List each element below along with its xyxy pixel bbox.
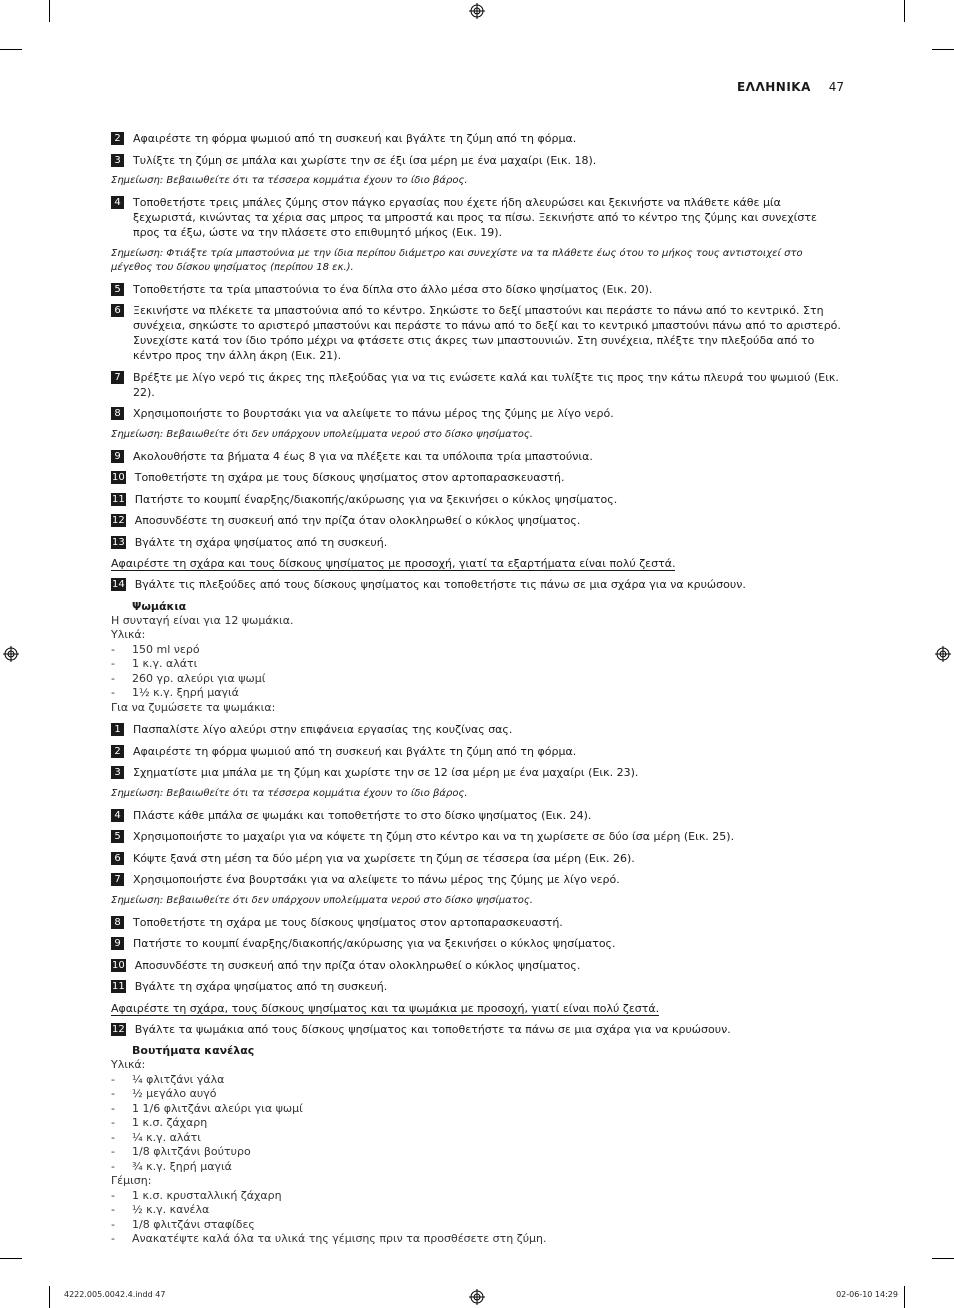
step-text: Βγάλτε τη σχάρα ψησίματος από τη συσκευή.	[134, 535, 388, 549]
list-item	[111, 1145, 846, 1160]
step-number: 8	[111, 407, 124, 420]
footer-file: 4222.005.0042.4.indd 47	[64, 1290, 166, 1299]
note-text: Σημείωση: Βεβαιωθείτε ότι δεν υπάρχουν υπολείμματα νερού στο δίσκο ψησίματος.	[111, 428, 533, 440]
list-bullet: -	[111, 686, 115, 699]
list-item-text: 1 κ.σ. ζάχαρη	[132, 1116, 208, 1129]
step-item	[111, 577, 846, 592]
step-number: 13	[112, 536, 125, 548]
step-number: 11	[112, 493, 125, 505]
braided-bread-steps	[111, 131, 846, 592]
step-text: Πατήστε το κουμπί έναρξης/διακοπής/ακύρωσης για να ξεκινήσει ο κύκλος ψησίματος.	[134, 492, 618, 506]
step-text: Κόψτε ξανά στη μέση τα δύο μέρη για να χωρίσετε τη ζύμη σε τέσσερα ίσα μέρη (Εικ. 26).	[133, 851, 635, 865]
step-text: Τοποθετήστε τη σχάρα με τους δίσκους ψησίματος στον αρτοπαρασκευαστή.	[133, 915, 563, 929]
list-bullet: -	[111, 1232, 115, 1245]
step-item	[111, 513, 846, 528]
step-number: 14	[112, 579, 125, 590]
list-item	[111, 1189, 846, 1204]
step-text: Πασπαλίστε λίγο αλεύρι στην επιφάνεια εργασίας της κουζίνας σας.	[133, 723, 513, 736]
crop-mark	[904, 0, 905, 22]
step-text: Βγάλτε τα ψωμάκια από τους δίσκους ψησίματος και τοποθετήστε τα πάνω σε μια σχάρα για να κρυώσουν.	[134, 1022, 731, 1036]
list-item	[111, 672, 846, 687]
step-item	[111, 370, 846, 400]
rolls-ingredients-list	[111, 643, 846, 701]
step-item	[111, 765, 846, 780]
cinnamon-ingredients-list	[111, 1073, 846, 1175]
step-number: 10	[112, 959, 125, 971]
step-number: 3	[111, 766, 124, 779]
list-item	[111, 657, 846, 672]
list-bullet: -	[111, 671, 115, 685]
step-item	[111, 936, 846, 951]
rolls-ingredients-label: Υλικά:	[111, 628, 146, 641]
list-item-text: 1½ κ.γ. ξηρή μαγιά	[132, 686, 239, 699]
step-number: 2	[111, 132, 124, 145]
list-item	[111, 643, 846, 658]
language-label: ΕΛΛΗΝΙΚΑ	[736, 80, 811, 94]
list-item-text: 1 1/6 φλιτζάνι αλεύρι για ψωμί	[132, 1101, 303, 1115]
step-item	[111, 808, 846, 823]
warning-container	[111, 1001, 846, 1016]
page-header	[737, 80, 844, 94]
list-bullet: -	[111, 1145, 115, 1158]
note-text: Σημείωση: Φτιάξτε τρία μπαστούνια με την ίδια περίπου διάμετρο και συνεχίστε να τα πλάθετε έως ότου το μήκος τους αντιστοιχεί στο μέγεθος του δίσκου ψησίματος (περίπου 18 εκ.).	[111, 247, 803, 273]
step-item	[111, 744, 846, 759]
step-item	[111, 1022, 846, 1037]
step-text: Αποσυνδέστε τη συσκευή από την πρίζα όταν ολοκληρωθεί ο κύκλος ψησίματος.	[134, 514, 581, 527]
step-item	[111, 303, 846, 363]
rolls-heading: Ψωμάκια	[132, 599, 187, 613]
step-text: Βρέξτε με λίγο νερό τις άκρες της πλεξούδας για να τις ενώσετε καλά και τυλίξτε τις προς την κάτω πλευρά του ψωμιού (Εικ. 22).	[133, 370, 839, 399]
list-item-text: 260 γρ. αλεύρι για ψωμί	[132, 671, 266, 685]
crop-mark	[49, 0, 50, 22]
list-item-text: 1/8 φλιτζάνι βούτυρο	[132, 1145, 251, 1158]
list-bullet: -	[111, 642, 115, 656]
list-bullet: -	[111, 657, 115, 670]
list-item-text: 150 ml νερό	[132, 642, 200, 656]
step-item	[111, 153, 846, 168]
list-item-text: 1 κ.σ. κρυσταλλική ζάχαρη	[132, 1188, 282, 1202]
step-item	[111, 872, 846, 887]
list-item	[111, 1160, 846, 1175]
step-text: Πλάστε κάθε μπάλα σε ψωμάκι και τοποθετήστε το στο δίσκο ψησίματος (Εικ. 24).	[133, 808, 592, 822]
list-item	[111, 1102, 846, 1117]
list-bullet: -	[111, 1101, 115, 1115]
step-number: 9	[111, 937, 124, 950]
list-item	[111, 1087, 846, 1102]
note-text: Σημείωση: Βεβαιωθείτε ότι τα τέσσερα κομμάτια έχουν το ίδιο βάρος.	[111, 175, 468, 186]
registration-mark-icon	[469, 3, 485, 19]
step-text: Τυλίξτε τη ζύμη σε μπάλα και χωρίστε την σε έξι ίσα μέρη με ένα μαχαίρι (Εικ. 18).	[133, 153, 597, 167]
step-item	[111, 449, 846, 464]
step-number: 5	[111, 283, 124, 296]
note-text: Σημείωση: Βεβαιωθείτε ότι δεν υπάρχουν υπολείμματα νερού στο δίσκο ψησίματος.	[111, 894, 533, 906]
footer-date: 02-06-10 14:29	[836, 1290, 898, 1299]
crop-mark	[49, 1286, 50, 1308]
step-item	[111, 722, 846, 737]
list-item-text: Ανακατέψτε καλά όλα τα υλικά της γέμισης πριν τα προσθέσετε στη ζύμη.	[132, 1232, 547, 1245]
step-item	[111, 470, 846, 485]
list-bullet: -	[111, 1087, 115, 1100]
crop-mark	[932, 49, 954, 50]
step-text: Σχηματίστε μια μπάλα με τη ζύμη και χωρίστε την σε 12 ίσα μέρη με ένα μαχαίρι (Εικ. 23).	[133, 766, 639, 779]
main-content	[111, 131, 846, 1247]
step-item	[111, 406, 846, 421]
step-item	[111, 282, 846, 297]
step-number: 6	[111, 304, 124, 317]
warning-text: Αφαιρέστε τη σχάρα και τους δίσκους ψησίματος με προσοχή, γιατί τα εξαρτήματα είναι πολύ ζεστά.	[111, 557, 676, 570]
registration-mark-icon	[469, 1289, 485, 1305]
step-text: Αποσυνδέστε τη συσκευή από την πρίζα όταν ολοκληρωθεί ο κύκλος ψησίματος.	[134, 958, 581, 972]
crop-mark	[904, 1286, 905, 1308]
list-item-text: 1/8 φλιτζάνι σταφίδες	[132, 1217, 255, 1231]
list-item-text: ¼ κ.γ. αλάτι	[132, 1130, 201, 1144]
list-item-text: ½ μεγάλο αυγό	[132, 1087, 217, 1100]
list-item	[111, 1073, 846, 1088]
crop-mark	[932, 1258, 954, 1259]
step-text: Τοποθετήστε τη σχάρα με τους δίσκους ψησίματος στον αρτοπαρασκευαστή.	[134, 471, 565, 484]
step-text: Πατήστε το κουμπί έναρξης/διακοπής/ακύρωσης για να ξεκινήσει ο κύκλος ψησίματος.	[133, 937, 616, 950]
step-item	[111, 492, 846, 507]
step-text: Ακολουθήστε τα βήματα 4 έως 8 για να πλέξετε και τα υπόλοιπα τρία μπαστούνια.	[133, 449, 593, 463]
step-number: 1	[111, 723, 124, 736]
step-number: 12	[112, 1023, 125, 1035]
rolls-shaping-label: Για να ζυμώσετε τα ψωμάκια:	[111, 700, 276, 714]
crop-mark	[0, 1258, 22, 1259]
step-text: Χρησιμοποιήστε ένα βουρτσάκι για να αλείψετε το πάνω μέρος της ζύμης με λίγο νερό.	[133, 873, 620, 886]
cinnamon-filling-list	[111, 1189, 846, 1247]
list-bullet: -	[111, 1203, 115, 1216]
step-number: 10	[112, 472, 125, 483]
step-item	[111, 958, 846, 973]
step-text: Τοποθετήστε τα τρία μπαστούνια το ένα δίπλα στο άλλο μέσα στο δίσκο ψησίματος (Εικ. 20).	[133, 282, 653, 296]
step-number: 11	[112, 981, 125, 992]
list-item	[111, 1131, 846, 1146]
step-item	[111, 535, 846, 550]
step-item	[111, 851, 846, 866]
registration-mark-icon	[3, 646, 19, 662]
list-bullet: -	[111, 1188, 115, 1202]
registration-mark-icon	[935, 646, 951, 662]
step-text: Αφαιρέστε τη φόρμα ψωμιού από τη συσκευή και βγάλτε τη ζύμη από τη φόρμα.	[133, 744, 577, 758]
rolls-steps	[111, 722, 846, 1037]
list-bullet: -	[111, 1217, 115, 1231]
step-text: Χρησιμοποιήστε το βουρτσάκι για να αλείψετε το πάνω μέρος της ζύμης με λίγο νερό.	[133, 407, 614, 420]
step-text: Βγάλτε τις πλεξούδες από τους δίσκους ψησίματος και τοποθετήστε τις πάνω σε μια σχάρα για να κρυώσουν.	[134, 578, 746, 591]
step-number: 2	[111, 745, 124, 758]
step-number: 5	[111, 830, 124, 843]
warning-text: Αφαιρέστε τη σχάρα, τους δίσκους ψησίματος και τα ψωμάκια με προσοχή, γιατί είναι πολύ ζεστά.	[111, 1001, 660, 1015]
page-number: 47	[828, 80, 844, 94]
cinnamon-heading: Βουτήματα κανέλας	[132, 1044, 255, 1057]
warning-container	[111, 556, 846, 571]
step-number: 4	[111, 196, 124, 209]
note-text: Σημείωση: Βεβαιωθείτε ότι τα τέσσερα κομμάτια έχουν το ίδιο βάρος.	[111, 787, 468, 799]
step-text: Χρησιμοποιήστε το μαχαίρι για να κόψετε τη ζύμη στο κέντρο και να τη χωρίσετε σε δύο ίσα μέρη (Εικ. 25).	[133, 830, 735, 843]
list-item	[111, 1203, 846, 1218]
list-item	[111, 1218, 846, 1233]
step-number: 3	[111, 154, 124, 167]
list-bullet: -	[111, 1116, 115, 1129]
step-text: Ξεκινήστε να πλέκετε τα μπαστούνια από το κέντρο. Σηκώστε το δεξί μπαστούνι και περάστε το πάνω από το κεντρικό. Στη συνέχεια, σηκώστε το αριστερό μπαστούνι και περάστε το πάνω από το δεξί και το κεντρικό μπαστούνι πάνω από το αριστερό. Συνεχίστε κατά τον ίδιο τρόπο μέχρι να φτάσετε στις άκρες των μπαστουνιών. Στη συνέχεια, πλέξτε την πλεξούδα από το κέντρο προς την άλλη άκρη (Εικ. 21).	[133, 304, 841, 362]
rolls-intro: Η συνταγή είναι για 12 ψωμάκια.	[111, 613, 294, 627]
crop-mark	[0, 49, 22, 50]
list-item	[111, 1116, 846, 1131]
step-number: 7	[111, 873, 124, 886]
list-bullet: -	[111, 1159, 115, 1173]
list-item-text: ½ κ.γ. κανέλα	[132, 1203, 210, 1216]
step-text: Τοποθετήστε τρεις μπάλες ζύμης στον πάγκο εργασίας που έχετε ήδη αλευρώσει και ξεκινήστε να πλάθετε κάθε μία ξεχωριστά, κινώντας τα χέρια σας μπρος τα μπροστά και προς τα πίσω. Ξεκινήστε από το κέντρο της ζύμης και συνεχίστε προς τα έξω, ώστε να την πλάσετε στο επιθυμητό μήκος (Εικ. 19).	[133, 196, 817, 239]
list-item-text: 1 κ.γ. αλάτι	[132, 657, 198, 670]
step-item	[111, 829, 846, 844]
list-item-text: ¾ κ.γ. ξηρή μαγιά	[132, 1159, 232, 1173]
step-item	[111, 979, 846, 994]
list-bullet: -	[111, 1130, 115, 1144]
step-item	[111, 131, 846, 146]
list-bullet: -	[111, 1072, 115, 1086]
step-number: 8	[111, 916, 124, 929]
step-item	[111, 915, 846, 930]
list-item	[111, 1232, 846, 1247]
step-number: 4	[111, 809, 124, 822]
step-number: 9	[111, 450, 124, 463]
list-item-text: ¼ φλιτζάνι γάλα	[132, 1072, 225, 1086]
step-item	[111, 195, 846, 240]
step-text: Βγάλτε τη σχάρα ψησίματος από τη συσκευή.	[134, 980, 388, 993]
step-number: 7	[111, 371, 124, 384]
cinnamon-filling-label: Γέμιση:	[111, 1174, 152, 1187]
list-item	[111, 686, 846, 701]
step-number: 6	[111, 852, 124, 865]
cinnamon-ingredients-label: Υλικά:	[111, 1058, 146, 1071]
step-text: Αφαιρέστε τη φόρμα ψωμιού από τη συσκευή και βγάλτε τη ζύμη από τη φόρμα.	[133, 132, 577, 145]
step-number: 12	[112, 515, 125, 526]
